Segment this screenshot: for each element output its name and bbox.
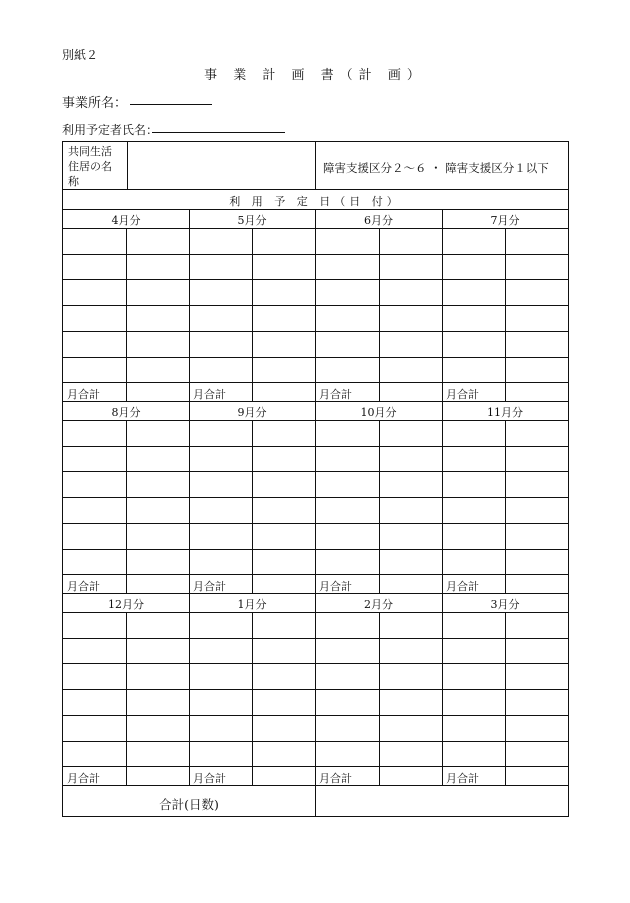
date-cell[interactable] [127, 229, 188, 253]
month-total-label: 月合計 [319, 772, 352, 786]
date-cell[interactable] [190, 358, 251, 382]
month-total-field[interactable] [127, 383, 188, 400]
date-cell[interactable] [443, 229, 504, 253]
date-cell[interactable] [127, 716, 188, 740]
date-cell[interactable] [443, 524, 504, 548]
date-cell[interactable] [190, 498, 251, 522]
date-cell[interactable] [316, 447, 378, 471]
date-cell[interactable] [253, 742, 314, 766]
date-cell[interactable] [64, 421, 125, 445]
date-cell[interactable] [506, 742, 567, 766]
date-cell[interactable] [506, 550, 567, 574]
date-cell[interactable] [253, 229, 314, 253]
date-cell[interactable] [443, 742, 504, 766]
date-cell[interactable] [380, 639, 441, 663]
date-cell[interactable] [253, 550, 314, 574]
date-cell[interactable] [443, 639, 504, 663]
date-cell[interactable] [443, 280, 504, 304]
month-total-field[interactable] [253, 575, 314, 592]
date-cell[interactable] [380, 613, 441, 637]
month-total-label: 月合計 [193, 772, 226, 786]
date-cell[interactable] [316, 229, 378, 253]
date-cell[interactable] [127, 524, 188, 548]
date-cell[interactable] [506, 613, 567, 637]
date-cell[interactable] [190, 716, 251, 740]
date-cell[interactable] [506, 498, 567, 522]
date-cell[interactable] [190, 280, 251, 304]
document-title: 事 業 計 画 書（計 画） [204, 68, 426, 83]
date-cell[interactable] [316, 280, 378, 304]
date-cell[interactable] [316, 332, 378, 356]
date-cell[interactable] [127, 358, 188, 382]
date-cell[interactable] [380, 550, 441, 574]
date-cell[interactable] [127, 613, 188, 637]
date-cell[interactable] [64, 229, 125, 253]
date-cell[interactable] [316, 498, 378, 522]
date-cell[interactable] [190, 421, 251, 445]
month-header-9: 12月分 [108, 598, 144, 611]
date-cell[interactable] [64, 716, 125, 740]
date-cell[interactable] [64, 690, 125, 714]
date-cell[interactable] [253, 472, 314, 496]
date-cell[interactable] [64, 332, 125, 356]
date-cell[interactable] [316, 550, 378, 574]
date-cell[interactable] [190, 447, 251, 471]
month-total-field[interactable] [127, 767, 188, 784]
date-cell[interactable] [253, 639, 314, 663]
date-cell[interactable] [190, 742, 251, 766]
date-cell[interactable] [506, 690, 567, 714]
date-cell[interactable] [506, 524, 567, 548]
date-cell[interactable] [253, 332, 314, 356]
date-cell[interactable] [64, 472, 125, 496]
date-cell[interactable] [443, 690, 504, 714]
date-cell[interactable] [506, 358, 567, 382]
date-cell[interactable] [506, 639, 567, 663]
date-cell[interactable] [506, 306, 567, 330]
date-cell[interactable] [190, 472, 251, 496]
date-cell[interactable] [127, 639, 188, 663]
date-cell[interactable] [380, 421, 441, 445]
month-total-field[interactable] [127, 575, 188, 592]
date-cell[interactable] [380, 280, 441, 304]
month-header-6: 9月分 [237, 406, 267, 419]
month-header-8: 11月分 [487, 406, 523, 419]
date-cell[interactable] [253, 716, 314, 740]
date-cell[interactable] [380, 498, 441, 522]
date-cell[interactable] [127, 255, 188, 279]
date-cell[interactable] [380, 472, 441, 496]
date-cell[interactable] [316, 716, 378, 740]
date-cell[interactable] [506, 255, 567, 279]
date-cell[interactable] [443, 306, 504, 330]
date-cell[interactable] [190, 550, 251, 574]
date-cell[interactable] [253, 690, 314, 714]
month-total-label: 月合計 [446, 388, 479, 402]
date-cell[interactable] [316, 690, 378, 714]
usage-schedule-header: 利 用 予 定 日（日 付） [229, 195, 402, 208]
office-name-label: 事業所名： [62, 96, 128, 111]
date-cell[interactable] [443, 332, 504, 356]
date-cell[interactable] [443, 613, 504, 637]
month-header-4: 7月分 [490, 214, 520, 227]
month-total-field[interactable] [506, 767, 567, 784]
date-cell[interactable] [253, 664, 314, 688]
plan-form-table [62, 141, 569, 817]
month-total-label: 月合計 [446, 580, 479, 594]
user-name-label: 利用予定者氏名： [62, 123, 159, 137]
date-cell[interactable] [253, 358, 314, 382]
date-cell[interactable] [190, 306, 251, 330]
date-cell[interactable] [64, 524, 125, 548]
date-cell[interactable] [127, 280, 188, 304]
date-cell[interactable] [506, 664, 567, 688]
date-cell[interactable] [316, 421, 378, 445]
date-cell[interactable] [316, 664, 378, 688]
date-cell[interactable] [506, 332, 567, 356]
month-total-label: 月合計 [193, 580, 226, 594]
date-cell[interactable] [64, 550, 125, 574]
date-cell[interactable] [443, 472, 504, 496]
date-cell[interactable] [253, 613, 314, 637]
date-cell[interactable] [316, 255, 378, 279]
attachment-label: 別紙２ [62, 48, 99, 62]
month-total-field[interactable] [253, 767, 314, 784]
grand-total-label: 合計(日数) [159, 797, 219, 812]
facility-name-field[interactable] [129, 142, 314, 189]
date-cell[interactable] [380, 716, 441, 740]
date-cell[interactable] [443, 358, 504, 382]
date-cell[interactable] [64, 664, 125, 688]
date-cell[interactable] [64, 358, 125, 382]
date-cell[interactable] [316, 358, 378, 382]
date-cell[interactable] [316, 524, 378, 548]
date-cell[interactable] [190, 332, 251, 356]
month-total-field[interactable] [380, 575, 441, 592]
month-total-field[interactable] [380, 767, 441, 784]
date-cell[interactable] [253, 498, 314, 522]
date-cell[interactable] [380, 524, 441, 548]
date-cell[interactable] [380, 255, 441, 279]
date-cell[interactable] [253, 280, 314, 304]
date-cell[interactable] [253, 524, 314, 548]
date-cell[interactable] [316, 639, 378, 663]
date-cell[interactable] [506, 716, 567, 740]
month-header-11: 2月分 [364, 598, 393, 611]
date-cell[interactable] [190, 613, 251, 637]
support-category-label: 障害支援区分２～６ ・ 障害支援区分１以下 [323, 161, 549, 175]
date-cell[interactable] [190, 229, 251, 253]
date-cell[interactable] [127, 447, 188, 471]
office-name-field[interactable] [130, 104, 212, 105]
date-cell[interactable] [127, 306, 188, 330]
month-total-field[interactable] [506, 575, 567, 592]
date-cell[interactable] [443, 716, 504, 740]
month-header-1: 4月分 [111, 214, 141, 227]
month-total-label: 月合計 [67, 580, 100, 594]
date-cell[interactable] [380, 358, 441, 382]
date-cell[interactable] [127, 664, 188, 688]
date-cell[interactable] [64, 280, 125, 304]
date-cell[interactable] [190, 690, 251, 714]
user-name-field[interactable] [152, 132, 285, 133]
date-cell[interactable] [506, 421, 567, 445]
date-cell[interactable] [190, 255, 251, 279]
date-cell[interactable] [190, 639, 251, 663]
date-cell[interactable] [443, 447, 504, 471]
month-header-3: 6月分 [364, 214, 393, 227]
date-cell[interactable] [380, 447, 441, 471]
date-cell[interactable] [127, 742, 188, 766]
date-cell[interactable] [64, 255, 125, 279]
month-total-label: 月合計 [67, 388, 100, 402]
month-total-label: 月合計 [446, 772, 479, 786]
date-cell[interactable] [253, 421, 314, 445]
month-total-field[interactable] [380, 383, 441, 400]
date-cell[interactable] [316, 472, 378, 496]
date-cell[interactable] [380, 742, 441, 766]
date-cell[interactable] [443, 550, 504, 574]
date-cell[interactable] [506, 472, 567, 496]
date-cell[interactable] [64, 613, 125, 637]
date-cell[interactable] [127, 421, 188, 445]
date-cell[interactable] [64, 742, 125, 766]
month-total-field[interactable] [506, 383, 567, 400]
date-cell[interactable] [506, 280, 567, 304]
date-cell[interactable] [443, 421, 504, 445]
date-cell[interactable] [253, 306, 314, 330]
date-cell[interactable] [127, 690, 188, 714]
date-cell[interactable] [443, 498, 504, 522]
month-total-label: 月合計 [319, 580, 352, 594]
date-cell[interactable] [64, 498, 125, 522]
date-cell[interactable] [253, 447, 314, 471]
date-cell[interactable] [506, 447, 567, 471]
month-total-label: 月合計 [193, 388, 226, 402]
date-cell[interactable] [190, 524, 251, 548]
facility-name-label: 共同生活 住居の名 称 [68, 145, 112, 188]
date-cell[interactable] [316, 613, 378, 637]
date-cell[interactable] [380, 664, 441, 688]
date-cell[interactable] [380, 229, 441, 253]
date-cell[interactable] [253, 255, 314, 279]
date-cell[interactable] [443, 255, 504, 279]
month-header-7: 10月分 [360, 406, 397, 419]
month-header-12: 3月分 [490, 598, 520, 611]
date-cell[interactable] [64, 447, 125, 471]
date-cell[interactable] [316, 742, 378, 766]
date-cell[interactable] [190, 664, 251, 688]
month-total-label: 月合計 [67, 772, 100, 786]
date-cell[interactable] [127, 550, 188, 574]
date-cell[interactable] [506, 229, 567, 253]
date-cell[interactable] [64, 306, 125, 330]
month-total-label: 月合計 [319, 388, 352, 402]
grand-total-field[interactable] [317, 787, 567, 816]
date-cell[interactable] [380, 306, 441, 330]
date-cell[interactable] [380, 690, 441, 714]
date-cell[interactable] [64, 639, 125, 663]
month-total-field[interactable] [253, 383, 314, 400]
date-cell[interactable] [316, 306, 378, 330]
date-cell[interactable] [127, 472, 188, 496]
date-cell[interactable] [380, 332, 441, 356]
date-cell[interactable] [127, 498, 188, 522]
month-header-10: 1月分 [237, 598, 267, 611]
date-cell[interactable] [443, 664, 504, 688]
month-header-2: 5月分 [237, 214, 267, 227]
date-cell[interactable] [127, 332, 188, 356]
month-header-5: 8月分 [111, 406, 141, 419]
